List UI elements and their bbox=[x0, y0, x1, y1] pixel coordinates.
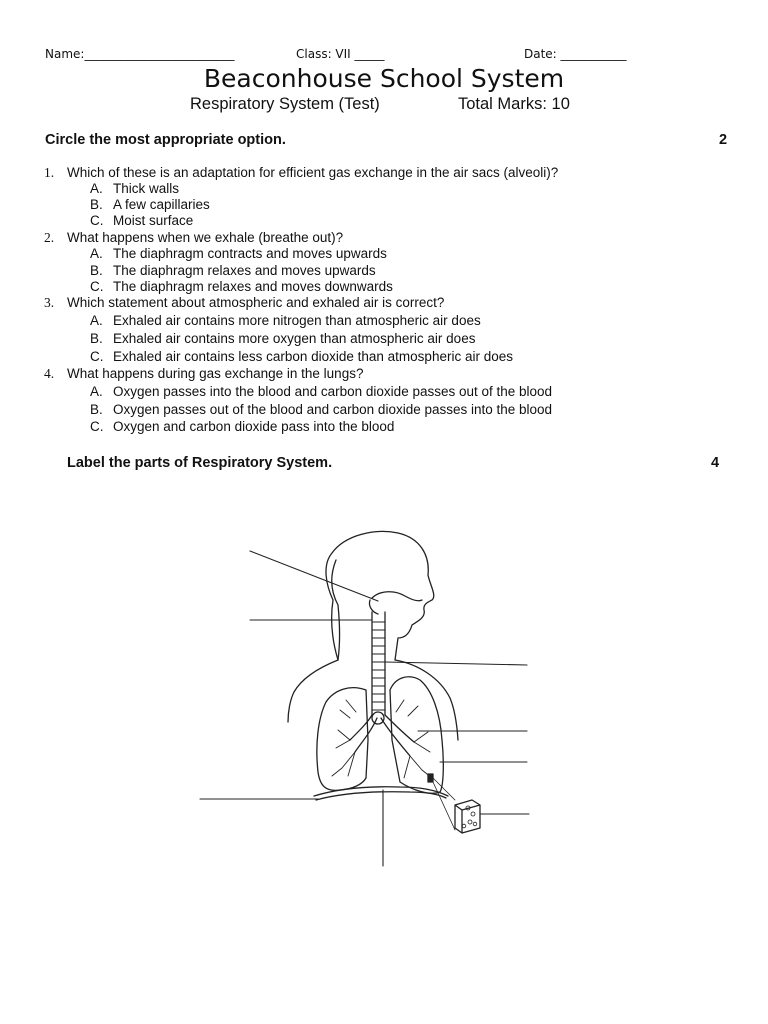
option-text: The diaphragm relaxes and moves upwards bbox=[113, 263, 376, 278]
section2-instruction: Label the parts of Respiratory System. bbox=[67, 455, 333, 471]
class-field[interactable]: Class: VII _____ bbox=[296, 47, 385, 61]
option-4a[interactable] bbox=[90, 384, 552, 399]
label-line-nasal bbox=[250, 551, 378, 601]
nasal-cavity bbox=[372, 592, 422, 601]
question-1 bbox=[44, 165, 558, 181]
option-3b[interactable] bbox=[90, 331, 475, 346]
option-2b[interactable] bbox=[90, 263, 376, 278]
option-text: Thick walls bbox=[113, 181, 180, 196]
question-number: 3. bbox=[44, 295, 55, 310]
bronchial-junction bbox=[372, 712, 384, 724]
option-letter: B. bbox=[90, 331, 103, 346]
head-back bbox=[332, 560, 340, 660]
option-4c[interactable] bbox=[90, 419, 394, 434]
alveoli-box bbox=[455, 800, 480, 833]
option-text: Moist surface bbox=[113, 213, 194, 228]
option-letter: B. bbox=[90, 197, 103, 212]
option-letter: C. bbox=[90, 349, 104, 364]
option-3a[interactable] bbox=[90, 313, 481, 328]
option-text: The diaphragm relaxes and moves downwards bbox=[113, 279, 393, 294]
question-number: 2. bbox=[44, 230, 55, 245]
option-text: Exhaled air contains more oxygen than atmospheric air does bbox=[113, 331, 476, 346]
option-text: A few capillaries bbox=[113, 197, 210, 212]
option-1c[interactable] bbox=[90, 213, 193, 228]
option-text: Oxygen and carbon dioxide pass into the blood bbox=[113, 419, 395, 434]
left-lung bbox=[317, 688, 368, 791]
section1-marks: 2 bbox=[719, 132, 728, 148]
section1-instruction: Circle the most appropriate option. bbox=[45, 132, 286, 148]
right-lung bbox=[390, 677, 443, 793]
option-2a[interactable] bbox=[90, 246, 387, 261]
shoulder-left bbox=[288, 660, 338, 722]
magnify-lines bbox=[433, 778, 455, 830]
option-3c[interactable] bbox=[90, 349, 513, 364]
date-field[interactable]: Date: ___________ bbox=[524, 47, 627, 61]
alveoli-marker bbox=[428, 774, 433, 782]
option-text: Exhaled air contains more nitrogen than atmospheric air does bbox=[113, 313, 481, 328]
option-letter: A. bbox=[90, 384, 103, 399]
bronchus-right bbox=[381, 715, 414, 756]
option-text: Oxygen passes out of the blood and carbon dioxide passes into the blood bbox=[113, 402, 553, 417]
option-text: Oxygen passes into the blood and carbon dioxide passes out of the blood bbox=[113, 384, 553, 399]
question-4 bbox=[44, 366, 363, 382]
question-2 bbox=[44, 230, 343, 246]
section2-marks: 4 bbox=[711, 455, 720, 471]
option-1b[interactable] bbox=[90, 197, 210, 212]
question-number: 4. bbox=[44, 366, 55, 381]
option-letter: A. bbox=[90, 181, 103, 196]
option-letter: C. bbox=[90, 279, 104, 294]
question-text: Which of these is an adaptation for efficient gas exchange in the air sacs (alveoli)? bbox=[67, 165, 559, 180]
question-3 bbox=[44, 295, 444, 311]
trachea-rings bbox=[372, 622, 385, 710]
bronchioles bbox=[332, 700, 432, 778]
option-letter: B. bbox=[90, 263, 103, 278]
option-letter: B. bbox=[90, 402, 103, 417]
option-text: Exhaled air contains less carbon dioxide than atmospheric air does bbox=[113, 349, 513, 364]
question-text: Which statement about atmospheric and exhaled air is correct? bbox=[67, 295, 445, 310]
question-number: 1. bbox=[44, 165, 55, 180]
option-letter: A. bbox=[90, 313, 103, 328]
pharynx bbox=[369, 600, 378, 614]
option-letter: A. bbox=[90, 246, 103, 261]
body-outline bbox=[326, 531, 434, 660]
option-2c[interactable] bbox=[90, 279, 393, 294]
total-marks: Total Marks: 10 bbox=[458, 95, 570, 113]
option-1a[interactable] bbox=[90, 181, 179, 196]
option-letter: C. bbox=[90, 213, 104, 228]
question-text: What happens when we exhale (breathe out)? bbox=[67, 230, 344, 245]
name-field[interactable]: Name:_________________________ bbox=[45, 47, 235, 61]
option-text: The diaphragm contracts and moves upwards bbox=[113, 246, 387, 261]
school-title: Beaconhouse School System bbox=[203, 64, 565, 93]
label-line-trachea bbox=[385, 662, 527, 665]
test-subtitle: Respiratory System (Test) bbox=[190, 95, 380, 113]
question-text: What happens during gas exchange in the lungs? bbox=[67, 366, 364, 381]
option-4b[interactable] bbox=[90, 402, 552, 417]
respiratory-system-diagram-icon bbox=[0, 480, 768, 880]
option-letter: C. bbox=[90, 419, 104, 434]
diaphragm-inner bbox=[316, 792, 446, 800]
